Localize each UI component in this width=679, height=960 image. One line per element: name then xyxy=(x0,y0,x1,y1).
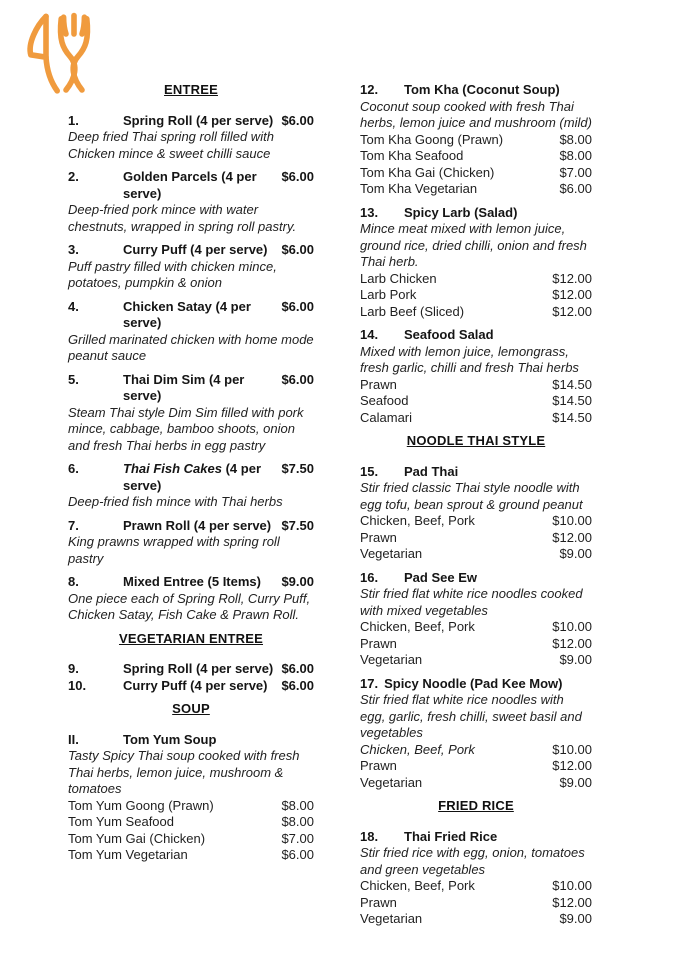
item-price: $6.00 xyxy=(281,677,314,693)
variant-price: $8.00 xyxy=(559,131,592,147)
item-title xyxy=(123,461,281,494)
item-price: $6.00 xyxy=(281,169,314,184)
variant-price: $12.00 xyxy=(552,270,592,286)
item-price: $6.00 xyxy=(281,242,314,257)
variant-price: $14.50 xyxy=(552,393,592,408)
item-title-text: Seafood Salad xyxy=(404,327,494,342)
item-description: Stir fried flat white rice noodles with egg, garlic, fresh chilli, sweet basil and vegetables xyxy=(360,692,582,740)
item-title-text: Golden Parcels (4 per serve) xyxy=(123,169,257,201)
variant-name: Tom Kha Gai (Chicken) xyxy=(360,164,495,180)
item-title xyxy=(404,205,592,222)
item-description: Puff pastry filled with chicken mince, potatoes, pumpkin & onion xyxy=(68,258,277,290)
variant-name: Prawn xyxy=(360,758,397,773)
variant-row xyxy=(360,878,592,895)
variant-row xyxy=(360,287,592,304)
item-number: 8. xyxy=(68,574,79,589)
item-number: 10. xyxy=(68,677,87,693)
item-price: $6.00 xyxy=(281,112,314,128)
variant-row xyxy=(360,652,592,669)
variant-price: $7.00 xyxy=(281,830,314,846)
variant-row xyxy=(360,393,592,410)
item-title xyxy=(123,518,281,535)
variant-name: Calamari xyxy=(360,409,413,425)
menu-item xyxy=(360,205,592,321)
variant-name: Tom Yum Gai (Chicken) xyxy=(68,830,206,846)
item-number: 1. xyxy=(68,112,79,128)
item-title xyxy=(123,574,281,591)
item-header xyxy=(68,518,314,535)
item-title xyxy=(123,372,281,405)
item-header xyxy=(68,574,314,591)
menu-item xyxy=(360,82,592,198)
item-header xyxy=(360,829,592,846)
variant-name: Larb Chicken xyxy=(360,270,437,286)
variant-name: Tom Yum Vegetarian xyxy=(68,847,188,862)
item-header xyxy=(360,82,592,99)
variant-name: Vegetarian xyxy=(360,652,423,667)
item-title-text: Spring Roll (4 per serve) xyxy=(123,661,274,676)
item-title xyxy=(404,570,592,587)
variant-price: $6.00 xyxy=(281,847,314,862)
item-number: 7. xyxy=(68,517,79,533)
menu-item xyxy=(68,169,314,235)
item-title-text: Chicken Satay (4 per serve) xyxy=(123,298,251,330)
item-number: 18. xyxy=(360,828,379,844)
item-price: $6.00 xyxy=(281,661,314,676)
item-title-text: Spring Roll (4 per serve) xyxy=(123,112,274,128)
variant-price: $14.50 xyxy=(552,409,592,425)
menu-item xyxy=(68,299,314,365)
variant-name: Larb Pork xyxy=(360,287,417,302)
item-header xyxy=(68,732,314,749)
item-title xyxy=(123,732,314,749)
item-title-text: Pad Thai xyxy=(404,463,459,479)
variant-row xyxy=(360,513,592,530)
item-header xyxy=(360,464,592,481)
item-price: $6.00 xyxy=(281,298,314,314)
variant-row xyxy=(68,847,314,864)
variant-name: Chicken, Beef, Pork xyxy=(360,878,475,893)
item-number: 14. xyxy=(360,327,379,342)
item-title xyxy=(123,113,281,130)
item-description: Deep-fried fish mince with Thai herbs xyxy=(68,494,283,509)
variant-price: $12.00 xyxy=(552,635,592,651)
item-title-text: Thai Fried Rice xyxy=(404,828,498,844)
variant-name: Prawn xyxy=(360,635,397,651)
variant-price: $12.00 xyxy=(552,894,592,910)
variant-row xyxy=(360,410,592,427)
item-header xyxy=(360,205,592,222)
item-description: Tasty Spicy Thai soup cooked with fresh Thai herbs, lemon juice, mushroom & tomatoes xyxy=(68,748,300,796)
item-number: 16. xyxy=(360,569,379,585)
item-header xyxy=(68,461,314,494)
item-title-text: Mixed Entree (5 Items) xyxy=(123,574,261,589)
item-number: 5. xyxy=(68,371,79,387)
item-description: Mixed with lemon juice, lemongrass, fresh garlic, chilli and fresh Thai herbs xyxy=(360,343,579,375)
menu-item xyxy=(68,461,314,511)
item-title-text: Tom Kha (Coconut Soup) xyxy=(404,82,560,97)
item-number: 6. xyxy=(68,461,79,476)
item-title xyxy=(384,676,592,693)
item-number: 12. xyxy=(360,82,379,97)
item-title-text: Spicy Larb (Salad) xyxy=(404,204,518,220)
menu-item xyxy=(360,570,592,669)
item-number: 15. xyxy=(360,463,379,479)
variant-price: $10.00 xyxy=(552,741,592,757)
item-price: $7.50 xyxy=(281,517,314,533)
item-title xyxy=(123,169,281,202)
item-header xyxy=(68,299,314,332)
variant-price: $8.00 xyxy=(281,797,314,813)
menu-column-left xyxy=(68,82,314,871)
variant-price: $8.00 xyxy=(559,148,592,163)
item-header xyxy=(68,169,314,202)
variant-name: Vegetarian xyxy=(360,911,423,926)
variant-price: $12.00 xyxy=(552,303,592,319)
variant-price: $6.00 xyxy=(559,181,592,196)
item-title-text: Spicy Noodle (Pad Kee Mow) xyxy=(384,675,563,691)
item-title xyxy=(123,299,281,332)
variant-price: $7.00 xyxy=(559,164,592,180)
variant-row xyxy=(360,895,592,912)
item-title-text: Curry Puff (4 per serve) xyxy=(123,677,268,693)
variant-row xyxy=(360,377,592,394)
item-title-text: Pad See Ew xyxy=(404,569,477,585)
item-title-text: Tom Yum Soup xyxy=(123,731,217,747)
variant-row xyxy=(360,148,592,165)
variant-name: Larb Beef (Sliced) xyxy=(360,303,465,319)
variant-row xyxy=(360,546,592,563)
variant-name: Vegetarian xyxy=(360,774,423,790)
menu-column-right xyxy=(360,82,592,935)
item-description: Stir fried classic Thai style noodle with egg tofu, bean sprout & ground peanut xyxy=(360,480,583,512)
variant-price: $9.00 xyxy=(559,911,592,926)
item-title-text: Curry Puff (4 per serve) xyxy=(123,242,268,257)
item-description: Coconut soup cooked with fresh Thai herbs, lemon juice and mushroom (mild) xyxy=(360,98,592,130)
variant-price: $9.00 xyxy=(559,652,592,667)
section-heading: ENTREE xyxy=(164,82,218,97)
item-description: One piece each of Spring Roll, Curry Puff, Chicken Satay, Fish Cake & Prawn Roll. xyxy=(68,590,311,622)
variant-name: Tom Yum Goong (Prawn) xyxy=(68,797,214,813)
variant-name: Chicken, Beef, Pork xyxy=(360,741,475,757)
item-header xyxy=(68,661,314,678)
variant-row xyxy=(360,636,592,653)
variant-price: $12.00 xyxy=(552,287,592,302)
variant-row xyxy=(360,132,592,149)
variant-name: Tom Yum Seafood xyxy=(68,814,174,829)
variant-price: $12.00 xyxy=(552,758,592,773)
menu-item xyxy=(68,242,314,292)
variant-name: Prawn xyxy=(360,529,397,545)
variant-row xyxy=(360,758,592,775)
item-number: 2. xyxy=(68,169,79,184)
item-description: Steam Thai style Dim Sim filled with pork mince, cabbage, bamboo shoots, onion and fresh Thai herbs in egg pastry xyxy=(68,404,304,453)
variant-name: Tom Kha Vegetarian xyxy=(360,181,478,196)
section-heading: NOODLE THAI STYLE xyxy=(406,433,546,448)
item-description: Stir fried rice with egg, onion, tomatoes and green vegetables xyxy=(360,845,585,877)
variant-row xyxy=(360,271,592,288)
item-number: II. xyxy=(68,731,79,747)
item-description: Stir fried flat white rice noodles cooked with mixed vegetables xyxy=(360,586,583,618)
item-number: 9. xyxy=(68,661,79,676)
variant-name: Seafood xyxy=(360,393,409,408)
item-title-text: Thai Dim Sim (4 per serve) xyxy=(123,371,245,403)
variant-row xyxy=(68,814,314,831)
item-header xyxy=(360,570,592,587)
item-title xyxy=(123,661,281,678)
item-header xyxy=(68,372,314,405)
section-heading: SOUP xyxy=(172,701,210,716)
item-title xyxy=(123,678,281,695)
item-description: Deep fried Thai spring roll filled with Chicken mince & sweet chilli sauce xyxy=(68,129,274,161)
item-header xyxy=(360,327,592,344)
menu-item xyxy=(68,372,314,455)
menu-item xyxy=(68,518,314,568)
item-header xyxy=(68,113,314,130)
variant-name: Chicken, Beef, Pork xyxy=(360,513,475,528)
item-number: 17. xyxy=(360,675,379,691)
variant-row xyxy=(360,530,592,547)
item-price: $9.00 xyxy=(281,574,314,589)
variant-name: Chicken, Beef, Pork xyxy=(360,619,475,634)
variant-name: Vegetarian xyxy=(360,546,423,561)
item-price: $6.00 xyxy=(281,371,314,387)
item-title xyxy=(404,327,592,344)
item-description: Mince meat mixed with lemon juice, ground rice, dried chilli, onion and fresh Thai herb. xyxy=(360,221,587,269)
menu-item xyxy=(360,327,592,426)
variant-row xyxy=(68,831,314,848)
variant-price: $10.00 xyxy=(552,619,592,634)
menu-item xyxy=(360,676,592,792)
item-title xyxy=(404,829,592,846)
variant-row xyxy=(360,911,592,928)
variant-name: Tom Kha Goong (Prawn) xyxy=(360,131,504,147)
menu-item xyxy=(68,678,314,695)
item-number: 4. xyxy=(68,298,79,314)
variant-price: $9.00 xyxy=(559,546,592,561)
item-header xyxy=(68,678,314,695)
item-header xyxy=(68,242,314,259)
item-title-text: (4 per serve) xyxy=(123,461,261,493)
variant-price: $10.00 xyxy=(552,513,592,528)
item-description: Grilled marinated chicken with home mode peanut sauce xyxy=(68,331,314,363)
variant-row xyxy=(68,798,314,815)
menu-item xyxy=(360,464,592,563)
variant-row xyxy=(360,165,592,182)
variant-name: Prawn xyxy=(360,376,397,392)
item-title xyxy=(404,464,592,481)
menu-item xyxy=(68,661,314,678)
menu-item xyxy=(360,829,592,928)
menu-item xyxy=(68,574,314,624)
item-description: Deep-fried pork mince with water chestnuts, wrapped in spring roll pastry. xyxy=(68,202,297,234)
variant-row xyxy=(360,181,592,198)
item-number: 3. xyxy=(68,242,79,257)
variant-name: Prawn xyxy=(360,894,397,910)
item-title-text: Prawn Roll (4 per serve) xyxy=(123,517,272,533)
variant-price: $9.00 xyxy=(559,774,592,790)
item-title xyxy=(123,242,281,259)
variant-row xyxy=(360,775,592,792)
variant-price: $12.00 xyxy=(552,529,592,545)
item-title-italic: Thai Fish Cakes xyxy=(123,461,222,476)
variant-name: Tom Kha Seafood xyxy=(360,148,464,163)
item-header xyxy=(360,676,592,693)
section-heading: VEGETARIAN ENTREE xyxy=(118,630,263,646)
item-description: King prawns wrapped with spring roll pastry xyxy=(68,534,280,566)
variant-row xyxy=(360,619,592,636)
variant-row xyxy=(360,304,592,321)
variant-price: $10.00 xyxy=(552,878,592,893)
item-title xyxy=(404,82,592,99)
menu-item xyxy=(68,732,314,864)
variant-row xyxy=(360,742,592,759)
menu-item xyxy=(68,113,314,163)
variant-price: $14.50 xyxy=(552,376,592,392)
variant-price: $8.00 xyxy=(281,814,314,829)
item-number: 13. xyxy=(360,204,379,220)
item-price: $7.50 xyxy=(281,461,314,476)
section-heading: FRIED RICE xyxy=(438,798,514,813)
